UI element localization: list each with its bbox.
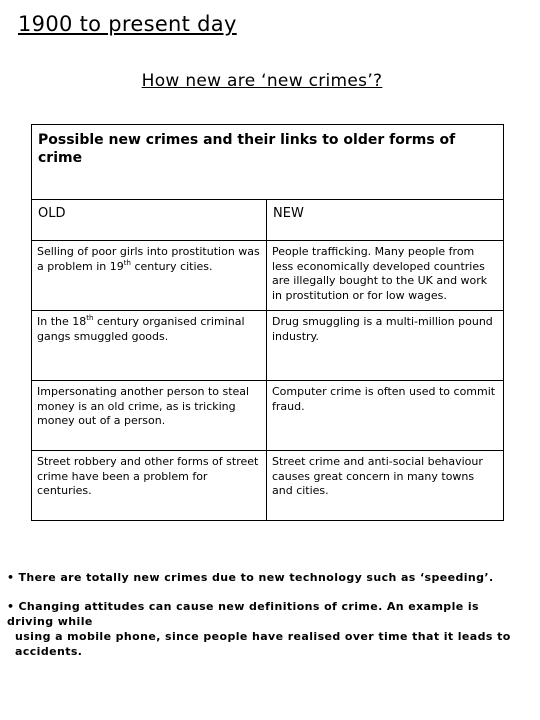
column-header-old: OLD (32, 200, 267, 241)
old-cell: Impersonating another person to steal money is an old crime, as is tricking money out of a person. (32, 381, 267, 451)
table-row (32, 381, 504, 451)
table-row (32, 311, 504, 381)
bullet-text: Changing attitudes can cause new definitions of crime. An example is driving while (7, 600, 479, 628)
bullet-text-continued: using a mobile phone, since people have realised over time that it leads to accidents. (15, 630, 511, 658)
bullet-new-technology (7, 570, 527, 585)
old-cell-text: Selling of poor girls into prostitution was a problem in 19 (37, 245, 260, 273)
bullet-marker: • (7, 600, 15, 613)
old-cell (32, 241, 267, 311)
old-cell-text: century cities. (130, 259, 213, 273)
old-cell-text: In the 18 (37, 315, 87, 328)
old-cell (32, 311, 267, 381)
superscript: th (123, 258, 131, 267)
page-subtitle: How new are ‘new crimes’? (141, 71, 383, 91)
crimes-table (31, 124, 504, 521)
table-heading: Possible new crimes and their links to older forms of crime (32, 125, 504, 200)
new-cell: Street crime and anti-social behaviour causes great concern in many towns and cities. (267, 451, 504, 521)
superscript: th (86, 314, 94, 322)
new-cell: People trafficking. Many people from less economically developed countries are illegally bought to the UK and work in prostitution or for low wages. (267, 241, 504, 311)
old-cell-text: century organised criminal gangs smuggled goods. (37, 315, 245, 343)
page-title: 1900 to present day (18, 12, 237, 36)
table-row (32, 451, 504, 521)
column-header-row (32, 200, 504, 241)
new-cell: Computer crime is often used to commit fraud. (267, 381, 504, 451)
new-cell: Drug smuggling is a multi-million pound industry. (267, 311, 504, 381)
table-heading-row (32, 125, 504, 200)
column-header-new: NEW (267, 200, 504, 241)
bullet-changing-attitudes (7, 599, 527, 659)
table-row (32, 241, 504, 311)
old-cell: Street robbery and other forms of street crime have been a problem for centuries. (32, 451, 267, 521)
bullet-marker: • (7, 571, 15, 584)
bullet-text: There are totally new crimes due to new technology such as ‘speeding’. (18, 571, 494, 584)
